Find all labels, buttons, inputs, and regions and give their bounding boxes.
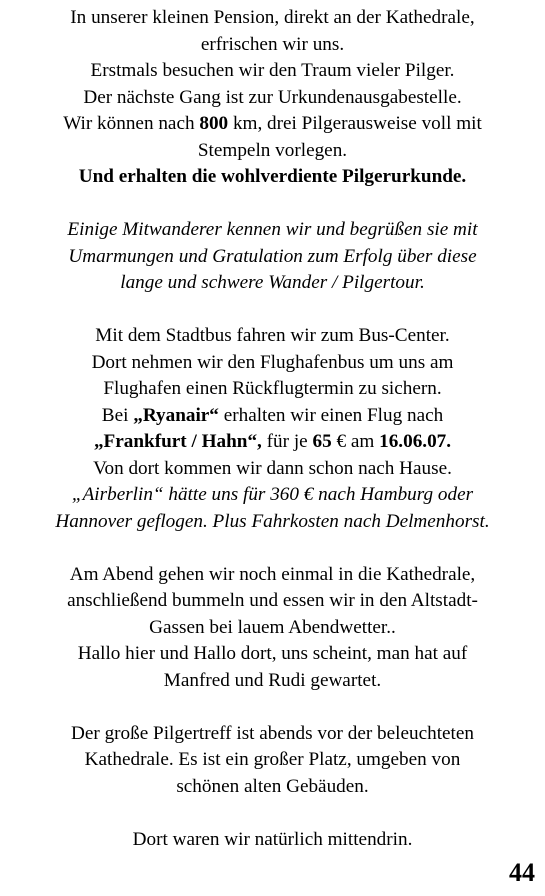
text-line: Kathedrale. Es ist ein großer Platz, umgeben von <box>84 749 461 770</box>
text-line-alternative: Hannover geflogen. Plus Fahrkosten nach Delmenhorst. <box>55 510 490 532</box>
text-line: erfrischen wir uns. <box>200 33 345 55</box>
text-line-distance <box>0 111 545 138</box>
text-line: Umarmungen und Gratulation zum Erfolg über diese <box>68 245 477 267</box>
text-line: Am Abend gehen wir noch einmal in die Kathedrale, <box>69 563 476 585</box>
airline-name: „Ryanair“ <box>133 404 219 426</box>
destination: „Frankfurt / Hahn“, <box>93 431 262 452</box>
text-line: Dort waren wir natürlich mittendrin. <box>132 828 413 850</box>
text-fragment: Wir können nach <box>63 113 200 134</box>
text-line: Von dort kommen wir dann schon nach Hause. <box>93 457 452 479</box>
text-line: Gassen bei lauem Abendwetter.. <box>149 616 396 638</box>
text-line-emphasis: Und erhalten die wohlverdiente Pilgerurkunde. <box>78 166 467 187</box>
text-fragment: km, drei Pilgerausweise voll mit <box>228 113 482 134</box>
text-fragment: Bei <box>101 404 134 426</box>
flight-date: 16.06.07. <box>379 431 452 452</box>
text-line: anschließend bummeln und essen wir in den Altstadt- <box>67 590 478 611</box>
text-line: schönen alten Gebäuden. <box>176 775 369 797</box>
paragraph-gap <box>0 535 545 562</box>
text-line-flight-details <box>0 429 545 456</box>
paragraph-flight <box>0 323 545 535</box>
text-line: Manfred und Rudi gewartet. <box>163 669 382 691</box>
paragraph-gap <box>0 800 545 827</box>
text-line: Der große Pilgertreff ist abends vor der beleuchteten <box>71 722 474 744</box>
paragraph-gap <box>0 297 545 324</box>
text-line: Mit dem Stadtbus fahren wir zum Bus-Center. <box>95 325 450 346</box>
text-line: Dort nehmen wir den Flughafenbus um uns am <box>91 351 454 373</box>
paragraph-gap <box>0 191 545 218</box>
text-line: Erstmals besuchen wir den Traum vieler Pilger. <box>90 60 455 81</box>
text-line: Hallo hier und Hallo dort, uns scheint, man hat auf <box>77 643 468 664</box>
paragraph-gap <box>0 694 545 721</box>
page-body <box>0 5 545 853</box>
paragraph-pilgertreff <box>0 721 545 801</box>
paragraph-closing <box>0 827 545 854</box>
text-fragment: € am <box>331 431 380 452</box>
paragraph-mitwanderer <box>0 217 545 297</box>
text-fragment: für je <box>261 431 313 452</box>
text-line: Der nächste Gang ist zur Urkundenausgabestelle. <box>83 86 462 108</box>
text-line-alternative: „Airberlin“ hätte uns für 360 € nach Hamburg oder <box>71 484 474 505</box>
text-line: In unserer kleinen Pension, direkt an der Kathedrale, <box>70 7 475 28</box>
paragraph-pension <box>0 5 545 191</box>
text-fragment: erhalten wir einen Flug nach <box>218 404 444 426</box>
paragraph-evening <box>0 562 545 695</box>
distance-value: 800 <box>199 113 229 134</box>
price-value: 65 <box>312 431 332 452</box>
text-line: Flughafen einen Rückflugtermin zu sichern. <box>103 378 442 399</box>
text-line: Stempeln vorlegen. <box>197 139 348 161</box>
page-number: 44 <box>509 858 535 887</box>
text-line-airline <box>0 403 545 430</box>
text-line: lange und schwere Wander / Pilgertour. <box>120 272 425 293</box>
text-line: Einige Mitwanderer kennen wir und begrüßen sie mit <box>67 219 478 240</box>
